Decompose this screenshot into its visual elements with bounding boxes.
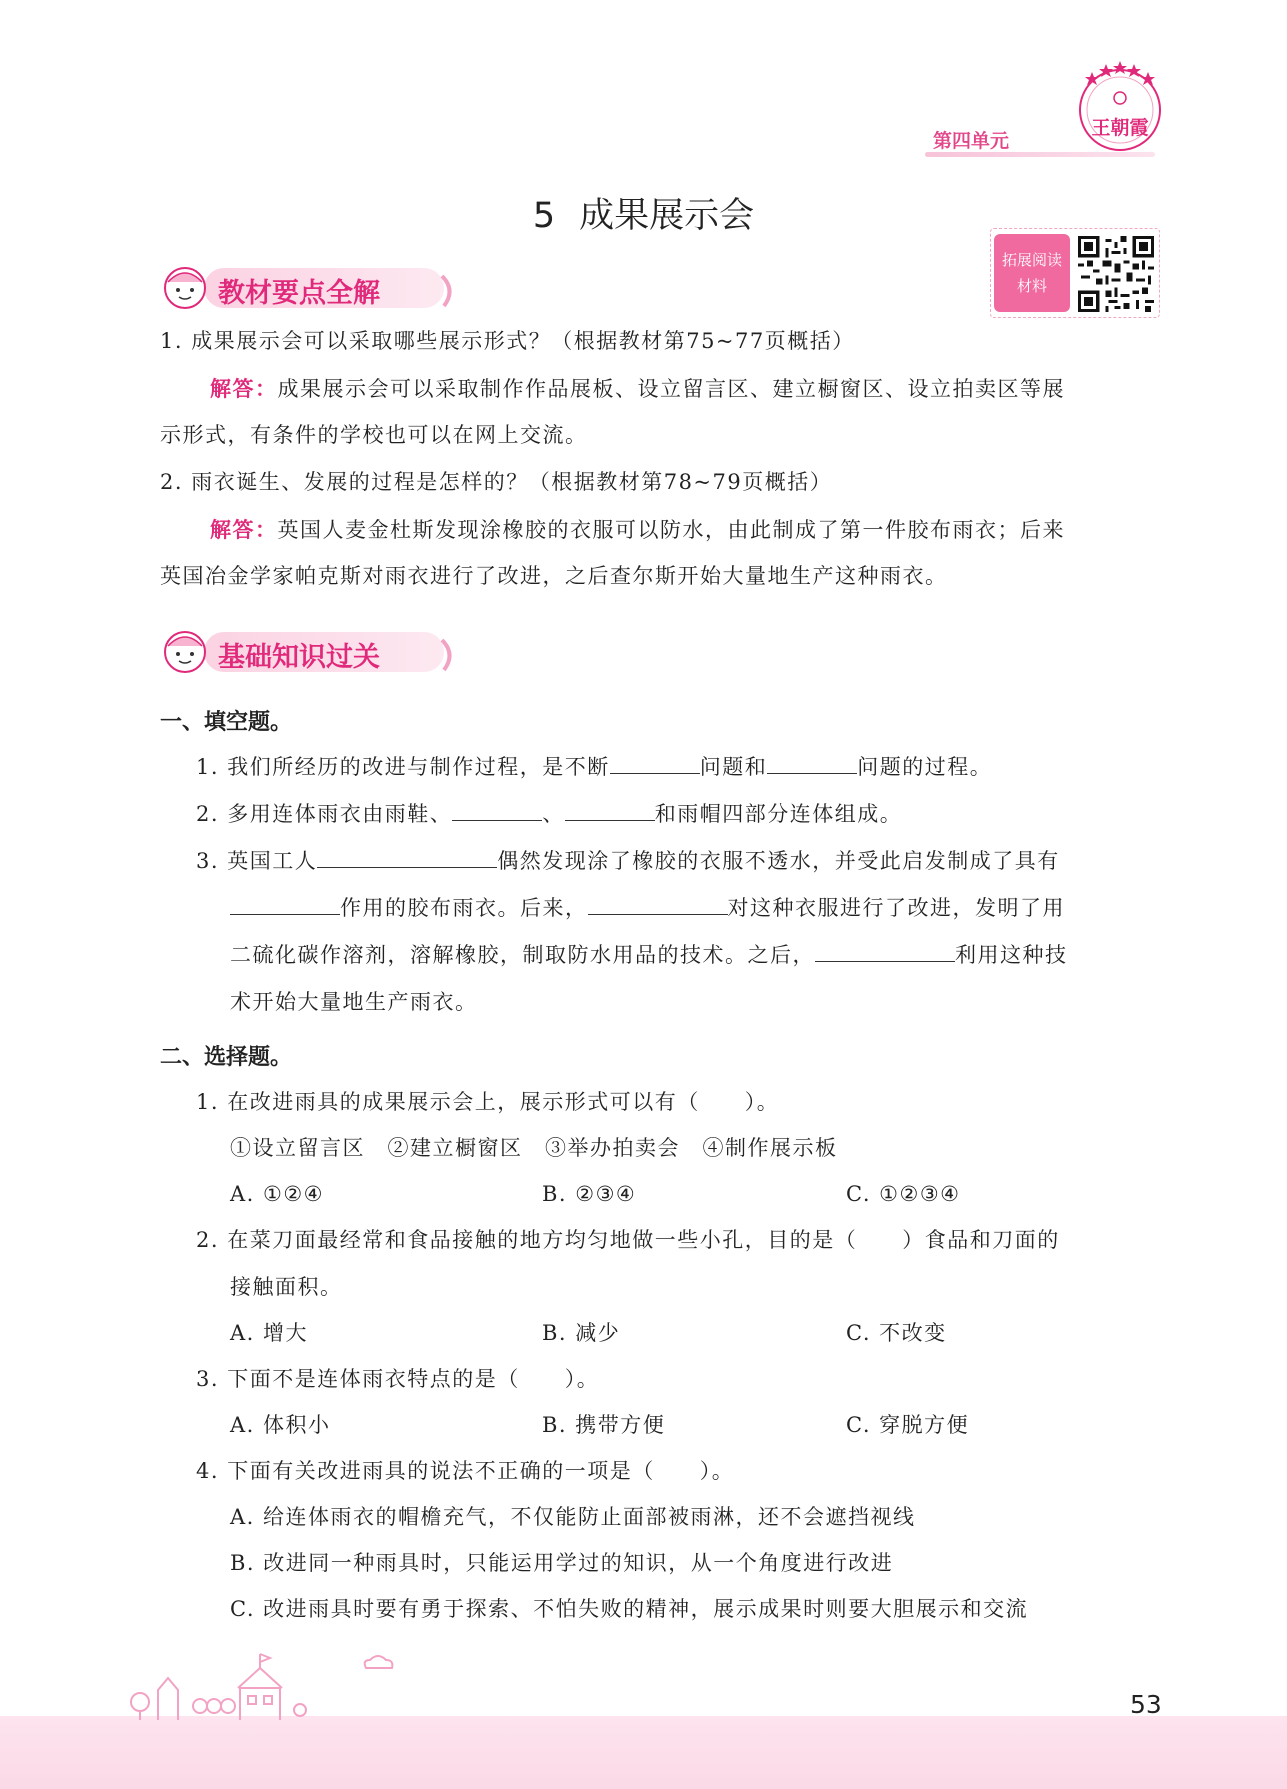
choice-q1-items: ①设立留言区 ②建立橱窗区 ③举办拍卖会 ④制作展示板	[230, 1136, 838, 1160]
answer-blank[interactable]	[815, 935, 955, 962]
option-c[interactable]: C. 不改变	[846, 1321, 947, 1345]
answer-label: 解答：	[210, 376, 278, 401]
a2-line1-text: 英国人麦金杜斯发现涂橡胶的衣服可以防水，由此制成了第一件胶布雨衣；后来	[277, 518, 1065, 542]
answer-blank[interactable]	[565, 794, 655, 821]
answer-blank[interactable]	[230, 888, 340, 915]
qr-code-icon[interactable]	[1078, 236, 1154, 312]
choice-q3-options	[230, 1402, 1180, 1449]
choice-q2-options	[230, 1310, 1180, 1357]
cartoon-head-icon	[160, 626, 210, 676]
answer-blank[interactable]	[767, 747, 857, 774]
fill-q1-text-c: 问题的过程。	[857, 755, 993, 779]
answer-blank[interactable]	[317, 841, 497, 868]
option-b[interactable]: B. 减少	[542, 1321, 621, 1345]
footer-band	[0, 1716, 1287, 1789]
fill-q1-text-a: 1. 我们所经历的改进与制作过程，是不断	[196, 755, 610, 779]
fill-q3-line1	[196, 838, 1176, 885]
choice-q3: 3. 下面不是连体雨衣特点的是（ ）。	[196, 1367, 600, 1391]
a1-line2: 示形式，有条件的学校也可以在网上交流。	[160, 423, 588, 447]
option-c[interactable]: C. 改进雨具时要有勇于探索、不怕失败的精神，展示成果时则要大胆展示和交流	[230, 1597, 1029, 1621]
title-number: 5	[532, 196, 556, 236]
answer-blank[interactable]	[588, 888, 728, 915]
fill-q3-text-d: 对这种衣服进行了改进，发明了用	[727, 896, 1065, 920]
option-a[interactable]: A. 增大	[230, 1321, 309, 1345]
cartoon-head-icon	[160, 262, 210, 312]
option-a[interactable]: A. 给连体雨衣的帽檐充气，不仅能防止面部被雨淋，还不会遮挡视线	[230, 1505, 916, 1529]
fill-q2-text-c: 和雨帽四部分连体组成。	[654, 802, 903, 826]
part2-title: 二、选择题。	[160, 1045, 293, 1070]
unit-tab	[925, 124, 1155, 154]
option-c[interactable]: C. ①②③④	[846, 1182, 961, 1206]
option-b[interactable]: B. 改进同一种雨具时，只能运用学过的知识，从一个角度进行改进	[230, 1551, 894, 1575]
q1: 1. 成果展示会可以采取哪些展示形式？（根据教材第75~77页概括）	[160, 329, 855, 353]
unit-label: 第四单元	[933, 130, 1010, 152]
qr-label	[994, 234, 1070, 312]
section-heading-key-points	[160, 262, 480, 314]
fill-q3-text-a: 3. 英国工人	[196, 849, 318, 873]
option-a[interactable]: A. 体积小	[230, 1413, 331, 1437]
fill-q2	[196, 791, 1176, 838]
town-doodle-icon	[120, 1640, 420, 1720]
section2-heading-text: 基础知识过关	[218, 642, 380, 673]
heading-flourish	[440, 272, 458, 308]
fill-q3-line3	[230, 932, 1180, 979]
qr-label-line2: 材料	[1016, 277, 1047, 295]
q2: 2. 雨衣诞生、发展的过程是怎样的？（根据教材第78~79页概括）	[160, 470, 833, 494]
fill-q3-text-e: 二硫化碳作溶剂，溶解橡胶，制取防水用品的技术。之后，	[230, 943, 815, 967]
option-b[interactable]: B. 携带方便	[542, 1413, 666, 1437]
fill-q3-text-c: 作用的胶布雨衣。后来，	[340, 896, 588, 920]
section1-heading-text: 教材要点全解	[218, 278, 380, 309]
fill-q3-line2	[230, 885, 1180, 932]
answer-label: 解答：	[210, 517, 278, 542]
fill-q1	[196, 744, 1176, 791]
title-text: 成果展示会	[579, 196, 755, 236]
fill-q3-text-b: 偶然发现涂了橡胶的衣服不透水，并受此启发制成了具有	[497, 849, 1060, 873]
heading-flourish	[440, 636, 458, 672]
fill-q3-line4: 术开始大量地生产雨衣。	[230, 990, 478, 1014]
choice-q1: 1. 在改进雨具的成果展示会上，展示形式可以有（ ）。	[196, 1090, 780, 1114]
option-b[interactable]: B. ②③④	[542, 1182, 637, 1206]
choice-q2-line2: 接触面积。	[230, 1275, 343, 1299]
fill-q3-text-f: 利用这种技	[955, 943, 1068, 967]
fill-q1-text-b: 问题和	[699, 755, 768, 779]
part1-title: 一、填空题。	[160, 710, 293, 735]
option-c[interactable]: C. 穿脱方便	[846, 1413, 970, 1437]
section-heading-basics	[160, 626, 480, 678]
unit-underline	[925, 152, 1155, 157]
choice-q4: 4. 下面有关改进雨具的说法不正确的一项是（ ）。	[196, 1459, 735, 1483]
option-a[interactable]: A. ①②④	[230, 1182, 324, 1206]
qr-label-line1: 拓展阅读	[1001, 251, 1062, 269]
fill-q2-text-b: 、	[542, 802, 565, 826]
answer-blank[interactable]	[452, 794, 542, 821]
page-number: 53	[1130, 1690, 1162, 1719]
choice-q2-line1: 2. 在菜刀面最经常和食品接触的地方均匀地做一些小孔，目的是（ ）食品和刀面的	[196, 1228, 1060, 1252]
seal-text: 王朝霞	[1091, 117, 1149, 139]
a2-line1	[210, 506, 1170, 554]
a1-line1-text: 成果展示会可以采取制作作品展板、设立留言区、建立橱窗区、设立拍卖区等展	[277, 377, 1065, 401]
answer-blank[interactable]	[610, 747, 700, 774]
a2-line2: 英国冶金学家帕克斯对雨衣进行了改进，之后查尔斯开始大量地生产这种雨衣。	[160, 564, 948, 588]
choice-q1-options	[230, 1171, 1180, 1218]
fill-q2-text-a: 2. 多用连体雨衣由雨鞋、	[196, 802, 453, 826]
a1-line1	[210, 365, 1170, 413]
